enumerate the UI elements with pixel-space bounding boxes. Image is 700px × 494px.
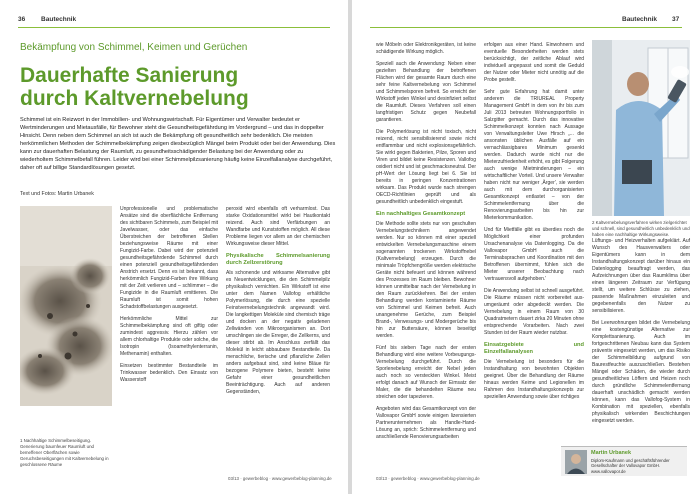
article-kicker: Bekämpfung von Schimmel, Keimen und Gerüchen (20, 42, 248, 53)
mold-wall-photo (20, 206, 112, 406)
author-box (561, 446, 687, 476)
left-footer: 03/13 · gewerbeblog · www.gewerbeblog-planning.de (228, 476, 332, 481)
right-footer: 03/13 · gewerbeblog · www.gewerbeblog-planning.de (376, 476, 480, 481)
left-photo-caption: 1 Nachhaltige Schimmelbeseitigung. Generierung baumfeuer Raumluft und bemeffener Oberflächen sowie Geruchsbeseitigungen mit Kaltvernebelung in geschlossene Räume (20, 438, 109, 467)
paragraph: peroxid wird ebenfalls oft verharmlost. Das starke Oxidationsmittel wirkt bei Hautkontakt reizend. Auch sind Verfärbungen an Wandfarbe und Kunststoffen möglich. All diese Probleme liegen vor allem an der chemischen Wirkungsweise dieser Mittel. (226, 206, 330, 247)
paragraph: Bei Leerwohnungen bildet die Vernebelung eine kostengünstige Alternative zur Komplettsanierung. Auch im fortgeschrittenen Neubau kann das System präventiv eingesetzt werden, um das Risiko der Schimmelbildung aufgrund von Baurestfeuchte auszuschließen. Bestehen Mängel oder Schäden, die wieder durch gesundheitliches Löffern und Heizen noch durch gründliche Schimmelentfernung dauerhaft unschädlich gemacht werden können, kann das Vallofog-System in Kombination mit speziellen, ebenfalls physikalisch wirkenden Beschichtungen eingesetzt werden. (592, 320, 690, 424)
paragraph: Die Vernebelung ist besonders für die Instandhaltung von bewohnten Objekten geeignet. Über die Behandlung der Räume hinaus werden Keime und Legionellen im Rahmen des Instandhaltungskonzepts zur speziellen Anwendung sowie über richtiges (484, 359, 584, 400)
author-photo (565, 450, 587, 474)
left-column-1 (120, 206, 218, 389)
fogging-photo (592, 40, 690, 216)
paragraph: Die Methode sollte stets nur von geschulten Vernebelungstechnikern angewendet werden. Nur so können mit einer speziell entwickelten Vernebelungsmaschine einem sogenannten trockenen Wirkstoffnebel (Kaltvernebelung) erzeugen. Durch die minimale Tröpfchengröße werden elektrische Geräte nicht befeuert und können während des Prozesses im Raum bleiben. Bewohner können unmittelbar nach der Vernebelung in den Raum zurückkehren. Bei der ersten Behandlung werden kontaminierte Räume von Schimmel und Keimen befreit. Auch unangenehme Gerüche, zum Beispiel Brand-, Verwesungs- und Modergerüche bis hin zur Buttersäure, können beseitigt werden. (376, 221, 476, 339)
left-page-header (18, 16, 330, 28)
author-portrait-icon (565, 450, 587, 474)
header-rule (18, 27, 330, 28)
author-name: Martin Urbanek (591, 450, 632, 456)
paragraph: Fünf bis sieben Tage nach der ersten Behandlung wird eine weitere Vorbeugungs-Vernebelung durchgeführt. Durch die Sporlenebelung erreicht der Nebel jeden auch noch so versteckten Winkel. Meist erfolgt danach auf Wunsch der Eimsatz der Maler, die die behandelten Räume neu streichen oder tapezieren. (376, 345, 476, 400)
right-page (352, 0, 700, 494)
subheading: Einsatzgebiete und Einzelfallanalysen (484, 342, 584, 355)
subheading: Physikalische Schimmelsanierung durch Zellzerstörung (226, 253, 330, 266)
right-column-3 (592, 238, 690, 430)
section-label: Bautechnik (622, 16, 658, 23)
right-column-1 (376, 42, 476, 446)
paragraph: wie Möbeln oder Elektronikgeräten, ist keine schädigende Wirkung möglich. (376, 42, 476, 55)
paragraph: erfolgen aus einer Hand. Einwohnern und eventuelle Besonderheiten werden stets berücksichtigt, der zeitliche Ablauf wird individuell angepasst und somit die Geduld der Nutzer oder Mieter nicht unnötig auf die Probe gestellt. (484, 42, 584, 83)
author-url[interactable]: www.vallovapor.de (591, 469, 626, 474)
author-role: Diplom-Kaufmann und geschäftsführender Gesellschafter der Vallovapor GmbH. (591, 458, 670, 468)
section-label: Bautechnik (41, 16, 77, 23)
article-intro: Schimmel ist ein Reizwort in der Immobilien- und Wohnungswirtschaft. Für Eigentümer und Verwalter bedeutet er Wertminderungen und Mietausfälle, für Bewohner steht die Gesundheitsgefährdung im Vordergrund – und das in doppelter Hinsicht. Denn neben dem Schimmel an sich ist auch die Bekämpfung oft gesundheitlich sehr bedenklich. Die meisten herkömmlichen Methoden der Schimmelbekämpfung zeigen diesbezüglich Mängel beim Produkt oder bei der Anwendung. Dies kann zur dauerhaften Belastung der Raumluft, zu gesundheitsschädigender Belastung bei der Anwendung oder zu wiederholtem Schimmelbefall führen. Leider wird bei einer Schimmelpilzsanierung häufig keine Einzelfallanalyse durchgeführt, daher oft auf billige Standardlösungen gesetzt. (20, 117, 336, 171)
page-number: 36 (18, 16, 26, 23)
right-page-header (370, 16, 682, 28)
paragraph: Die Anwendung selbst ist schnell ausgeführt. Die Räume müssen nicht vorbereitet aus- umgeräumt oder abgedeckt werden. Die Vernebelung in einem Raum von 30 Quadratmetern dauert zirka 20 Minuten ohne entsprechende Vorarbeiten. Nach zwei Stunden ist der Raum wieder nutzbar. (484, 288, 584, 336)
article-title (20, 64, 340, 110)
paragraph: Speziell auch die Anwendung: Neben einer gezielten Behandlung der betroffenen Flächen wird der gesamte Raum durch eine sehr feine Kaltvernebelung von Schimmel und Schimmelsporen befreit. So erreicht der Wirkstoff jeden Winkel und desinfiziert selbst die Raumluft. Dieses Verfahren soll einen langfristigen Schutz gegen Neubefall garantieren. (376, 61, 476, 123)
right-photo-caption: 2 Kaltvernebelungsverfahren wirken zielgerichtet und schnell, sind gesundheitlich unbedenklich und haben eine nachhaltige Wirkungsweise. (592, 220, 690, 237)
paragraph: Lüftungs- und Heizverhalten aufgeklärt. Auf Wunsch des Hausverwalters oder Eigentümers kann in dem Instandhaltungskonzept darüber hinaus ein Datenlogging beauftragt werden, das Aufzeichnungen über das Raumklima über einen längeren Zeitraum zur Verfügung stellt, um weitere Schlüsse zu ziehen, passende Maßnahmen einzuleiten und gegebenenfalls den Nutzer zu sensibilisieren. (592, 238, 690, 314)
mold-wall-image (20, 206, 112, 406)
paragraph: Einsetzen bestimmter Bestandteile im Trinkwasser bedenklich. Den Einsatz von Wasserstoff (120, 363, 218, 383)
fogging-image (592, 40, 690, 216)
paragraph: Unprofessionelle und problematische Ansätze sind die oberflächliche Entfernung des sichtbaren Schimmels, zum Beispiel mit Javelwasser, oder das einfache Überstreichen der betroffenen Stellen beziehungsweise Räume mit einer Fungizid-Farbe. Dabei wird der potenziell gesundheitsgefährdende Schimmel durch einen potenziell gesundheitsgefährdenden Anstrich ersetzt. Denn es ist bekannt, dass herkömmlich Fungizid-Farben ihre Wirkung mit der Zeit verlieren und – schlimmer – die Fungizide in die Raumluft emittieren. Die Raumluft ist somit hohen Schadstoffbelastungen ausgesetzt. (120, 206, 218, 310)
title-line: Dauerhafte Sanierung (20, 64, 239, 87)
paragraph: Herkömmliche Mittel zur Schimmelbekämpfung sind oft giftig oder zumindest aggressiv. Hierzu zählen vor allem chlorhaltige Produkte oder solche, die Isotropin (Isoamethylenterranin, Methenamin) enthalten. (120, 316, 218, 357)
paragraph: Und für Mietfälle gibt es überdies noch die Möglichkeit einer profunden Ursachenanalyse via Datenlogging. Da die Vallovapor GmbH auch die Terminabsprachen und Koordination mit den Betroffenen übernimmt, fühlen sich die Mieter unserer Beobachtung nach 'vertrauensvoll aufgehoben.' (484, 227, 584, 282)
paragraph: Angeboten wird das Gesamtkonzept von der Vallovapor GmbH sowie einigen lizensierten Partnerunternehmen als Handle-Hand-Lösung an, sprich: Schimmelentfernung und anschließende Renovierungsarbeiten (376, 406, 476, 440)
title-line: durch Kaltvernebelung (20, 87, 249, 110)
paragraph: Als schonende und wirksame Alternative gibt es Neuentwicklungen, die den Schimmelpilz physikalisch vernichten. Ein Wirkstoff ist eine unter dem Namen Vallofog erhältliche Polymerlösung, die durch eine spezielle Feinstvernebelungstechnik angewandt wird. Die langkettigen Moleküle sind chemisch träge und docken an der negativ geladenen Zellwänden von Mikroorganismen an. Dort umschlingen sie die Erreger, die Zellkerns, und dieser stirbt ab. Im Anschluss zerfällt das Molekül in leicht abbaubare Bestandteile. Da menschliche, tierische und pflanzliche Zellen anders aufgebaut sind, sind keine Bläue für bezogene Polymere bieten, besteht keine Gefahr einer gesundheitlichen Beeinträchtigung. Auch auf anderen Gegenständen, (226, 270, 330, 395)
paragraph: Die Polymerlösung ist nicht toxisch, nicht reizend, nicht sensibilisierend sowie nicht entflammbar und nicht explosionsgefährlich. Sie wirkt gegen Bakterien, Pilze, Sporen und Viren und bildet keine Resistenzen. Vallofog oxidiert nicht und ist geschmacksneutral. Der pH-Wert der Lösung liegt bei 6. Sie ist bereits in geringen Konzentrationen wirksam. Das Produkt wurde nach strengen OECD-Richtlinien geprüft und als gesundheitlich unbedenklich eingestuft. (376, 129, 476, 205)
paragraph: Sehr gute Erfahrung hat damit unter anderem die TRIUREAL Property Management GmbH in dem von ihr bis zum Juli 2013 betreuten Wohnungsportfolio in Salzgitter gemacht. Durch das innovative Schimmelkonzept konnten nach Aussage von Verwaltungsleiter Uwe Hirsch „... die ansonsten üblichen Ausfälle auf ein vernachlässigbares Minimum gesenkt werden. Dadurch wurde nicht nur die Mieterzufriedenheit erhöht, es gibt Folgerung auch wenige Mietminderungen – ein wirtschaftlicher Vorteil. Und unsere Verwalter haben nicht nur weniger ‚Ärger', sie werden auch mit dem durchorganisierten Gesamtkonzept entlastet – von der Schimmelentfernung über die Renovierungsarbeiten bis hin zur Mieterkommunikation. (484, 89, 584, 221)
subheading: Ein nachhaltiges Gesamtkonzept (376, 211, 466, 217)
right-column-2 (484, 42, 584, 406)
left-column-2 (226, 206, 330, 401)
left-page (0, 0, 348, 494)
page-number: 37 (672, 16, 680, 23)
header-rule (370, 27, 682, 28)
byline: Text und Fotos: Martin Urbanek (20, 191, 94, 197)
